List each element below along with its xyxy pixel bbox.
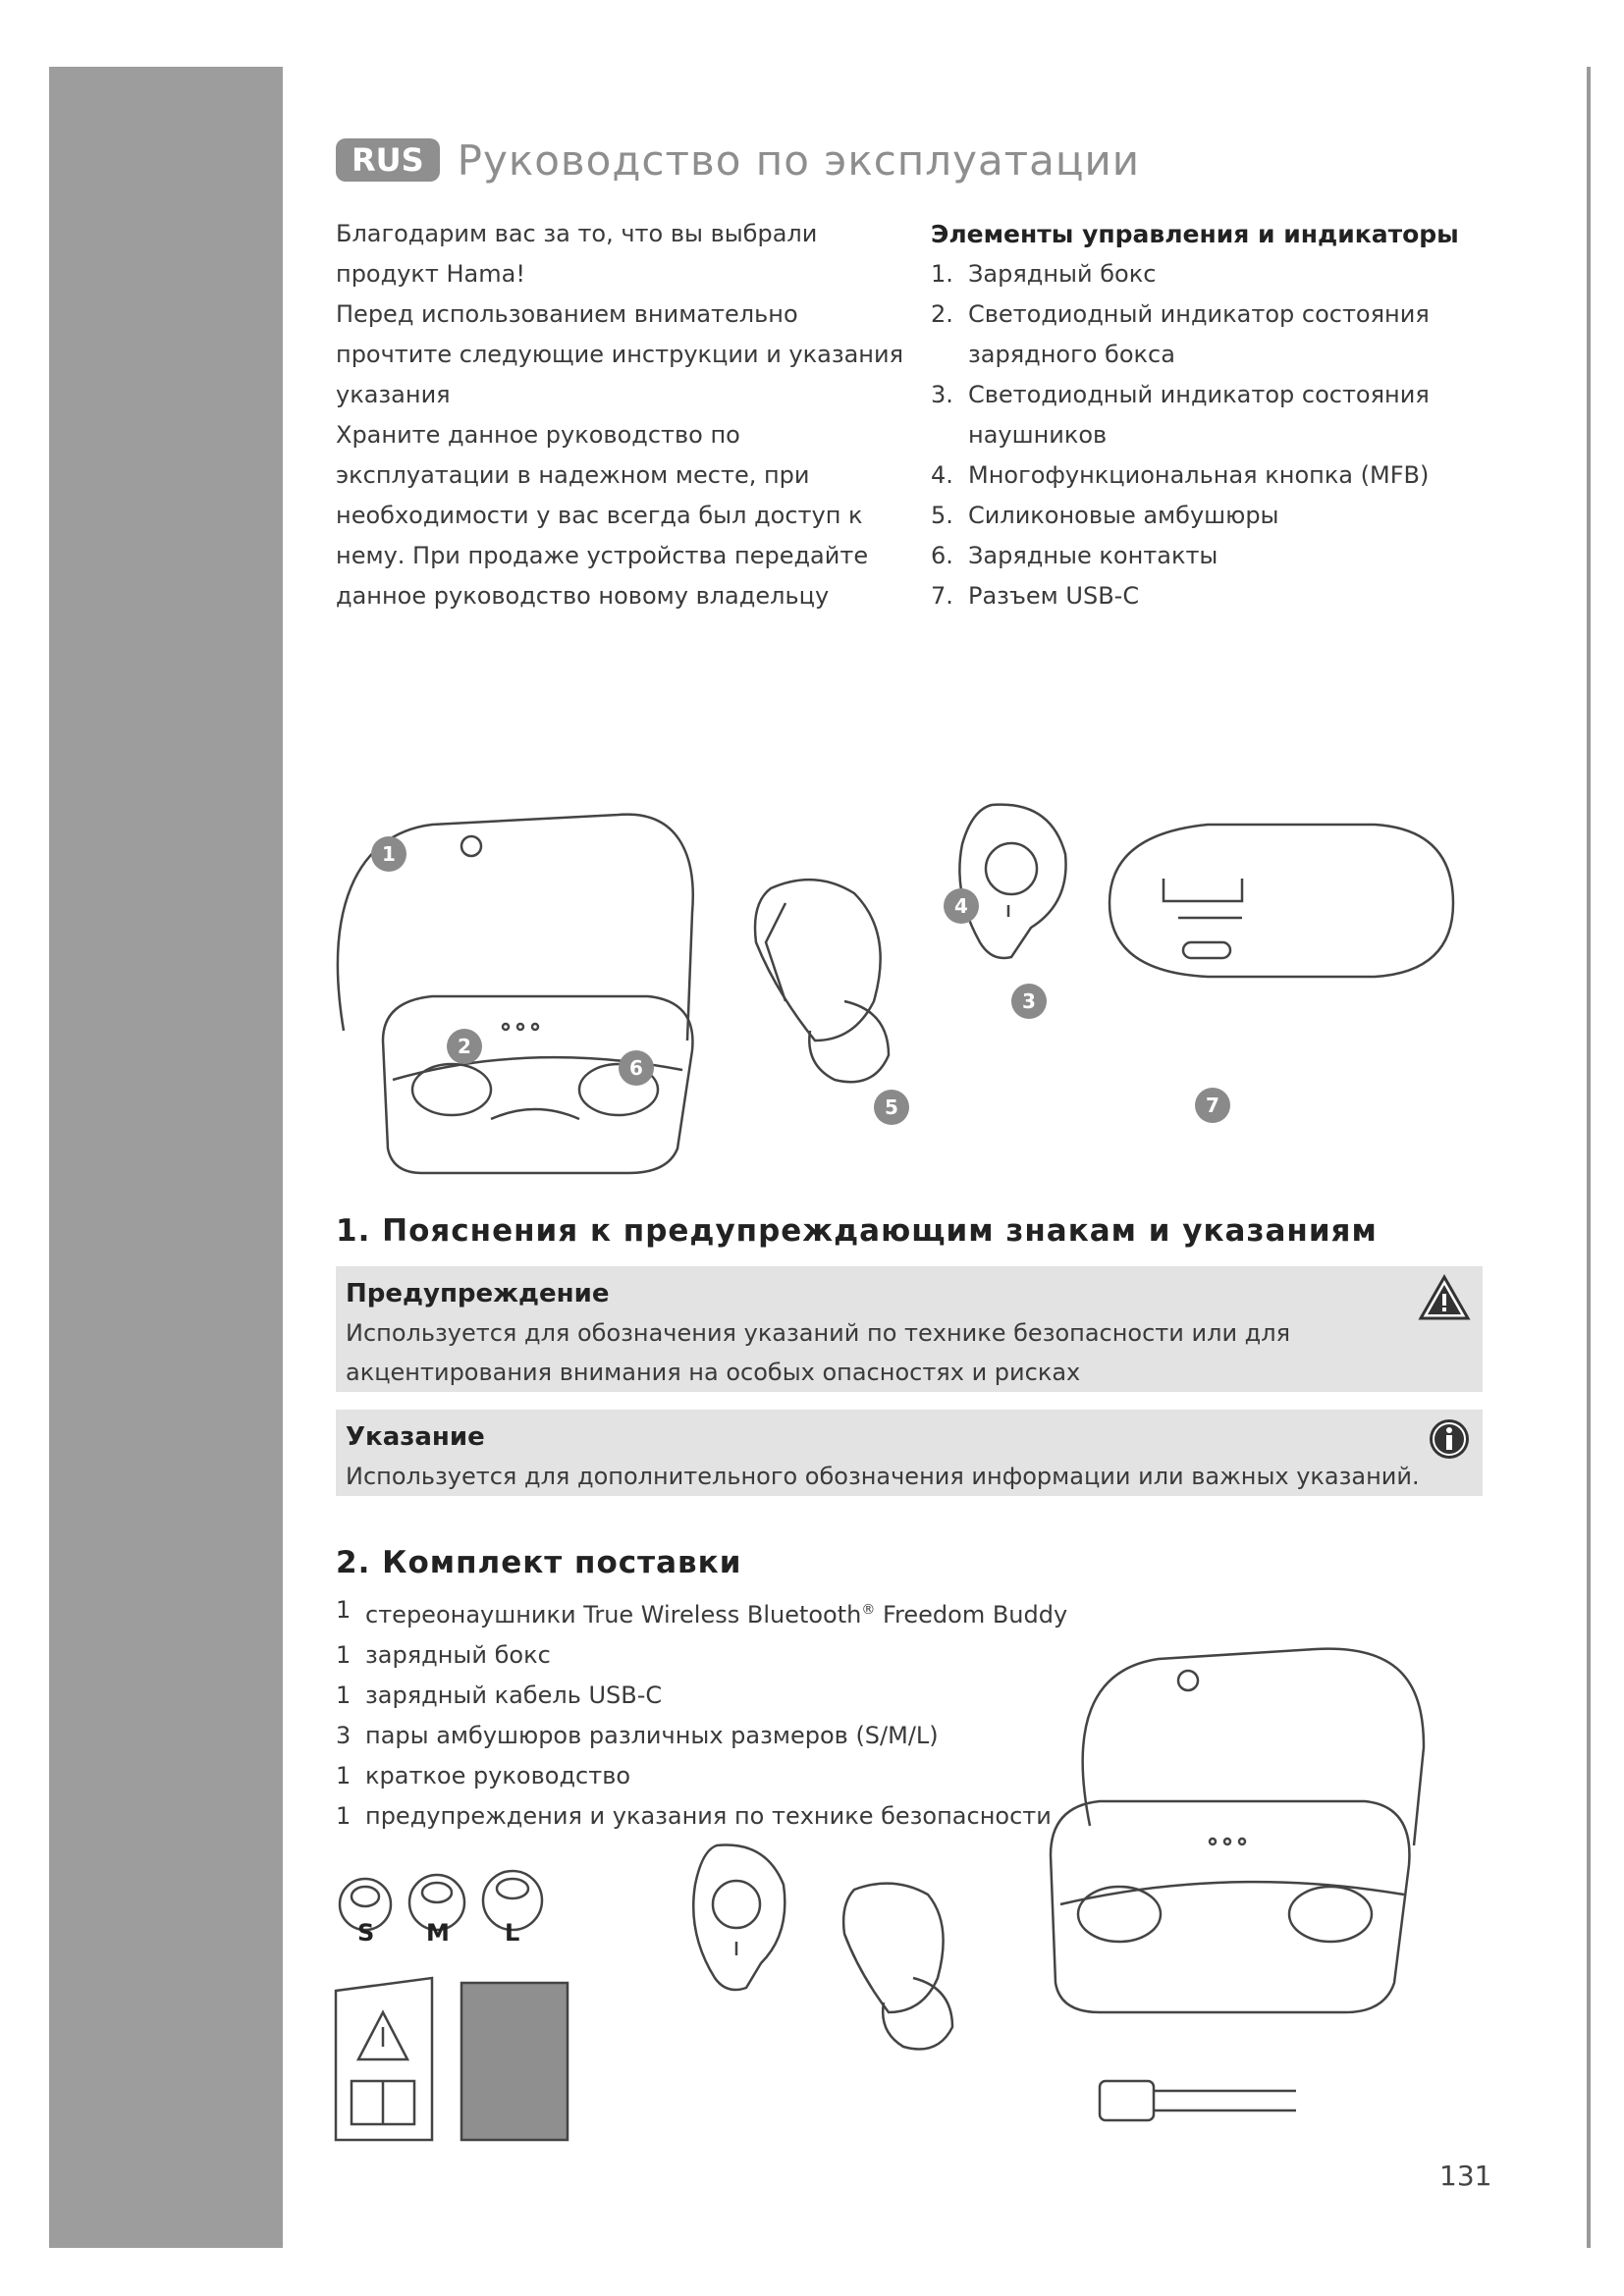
item-text: Силиконовые амбушюры bbox=[968, 502, 1279, 529]
tip-size-m: M bbox=[426, 1919, 450, 1947]
package-contents-illustration bbox=[324, 1590, 1463, 2160]
warning-text: Используется для обозначения указаний по технике безопасности или для акцентирования внимания на особых опасностях и рисках bbox=[346, 1319, 1291, 1386]
list-item bbox=[931, 254, 1481, 294]
item-text: предупреждения и указания по технике безопасности bbox=[365, 1802, 1052, 1830]
item-qty: 1 bbox=[336, 1641, 352, 1669]
note-title: Указание bbox=[346, 1422, 485, 1452]
callout-2: 2 bbox=[458, 1035, 471, 1058]
callout-7: 7 bbox=[1206, 1094, 1219, 1117]
item-text: Светодиодный индикатор состояния наушников bbox=[968, 381, 1430, 449]
controls-heading: Элементы управления и индикаторы bbox=[931, 220, 1459, 248]
list-item bbox=[931, 375, 1481, 455]
item-text: пары амбушюров различных размеров (S/M/L) bbox=[365, 1722, 939, 1749]
item-qty: 1 bbox=[336, 1596, 352, 1624]
item-text: зарядный кабель USB-C bbox=[365, 1682, 663, 1709]
item-number: 1. bbox=[931, 260, 953, 288]
sidebar-band bbox=[49, 67, 283, 2248]
note-box bbox=[336, 1410, 1483, 1496]
item-text: зарядный бокс bbox=[365, 1641, 551, 1669]
callout-4: 4 bbox=[954, 894, 968, 918]
callout-3: 3 bbox=[1022, 989, 1036, 1013]
intro-paragraph: Перед использованием внимательно прочтите следующие инструкции и указания указания bbox=[336, 300, 904, 408]
page-number: 131 bbox=[1439, 2160, 1492, 2192]
intro-paragraph: Благодарим вас за то, что вы выбрали продукт Hama! bbox=[336, 220, 818, 288]
controls-list bbox=[931, 254, 1481, 616]
section-2-title: 2. Комплект поставки bbox=[336, 1545, 742, 1580]
item-qty: 1 bbox=[336, 1802, 352, 1830]
item-text: Зарядные контакты bbox=[968, 542, 1218, 569]
list-item bbox=[931, 294, 1481, 375]
item-number: 2. bbox=[931, 300, 953, 328]
item-number: 4. bbox=[931, 461, 953, 489]
intro-paragraph: Храните данное руководство по эксплуатации в надежном месте, при необходимости у вас всегда был доступ к нему. При продаже устройства передайте данное руководство новому владельцу bbox=[336, 421, 869, 610]
note-text: Используется для дополнительного обозначения информации или важных указаний. bbox=[346, 1463, 1420, 1490]
warning-box bbox=[336, 1266, 1483, 1392]
item-qty: 3 bbox=[336, 1722, 352, 1749]
intro-column bbox=[336, 214, 905, 616]
tip-size-l: L bbox=[505, 1919, 520, 1947]
callout-5: 5 bbox=[885, 1095, 898, 1119]
item-text: краткое руководство bbox=[365, 1762, 631, 1789]
callout-6: 6 bbox=[629, 1056, 643, 1080]
item-text: Светодиодный индикатор состояния зарядного бокса bbox=[968, 300, 1430, 368]
section-1-title: 1. Пояснения к предупреждающим знакам и указаниям bbox=[336, 1213, 1378, 1249]
warning-triangle-icon bbox=[1418, 1274, 1471, 1321]
list-item bbox=[931, 496, 1481, 536]
controls-column bbox=[931, 214, 1481, 616]
list-item bbox=[931, 576, 1481, 616]
callout-1: 1 bbox=[382, 842, 396, 866]
list-item bbox=[931, 536, 1481, 576]
warning-title: Предупреждение bbox=[346, 1279, 610, 1308]
page-title: Руководство по эксплуатации bbox=[457, 135, 1141, 185]
item-text: Разъем USB-C bbox=[968, 582, 1140, 610]
item-number: 7. bbox=[931, 582, 953, 610]
language-badge: RUS bbox=[336, 138, 440, 182]
item-qty: 1 bbox=[336, 1682, 352, 1709]
tip-size-s: S bbox=[357, 1919, 375, 1947]
item-number: 3. bbox=[931, 381, 953, 408]
item-qty: 1 bbox=[336, 1762, 352, 1789]
item-number: 6. bbox=[931, 542, 953, 569]
list-item bbox=[931, 455, 1481, 496]
right-margin-rule bbox=[1587, 67, 1591, 2248]
item-text: стереонаушники True Wireless Bluetooth® Freedom Buddy bbox=[365, 1601, 1068, 1629]
item-text: Многофункциональная кнопка (MFB) bbox=[968, 461, 1430, 489]
page-header bbox=[336, 135, 1140, 185]
item-number: 5. bbox=[931, 502, 953, 529]
item-text: Зарядный бокс bbox=[968, 260, 1157, 288]
info-icon bbox=[1428, 1417, 1471, 1461]
product-diagram bbox=[324, 795, 1502, 1188]
